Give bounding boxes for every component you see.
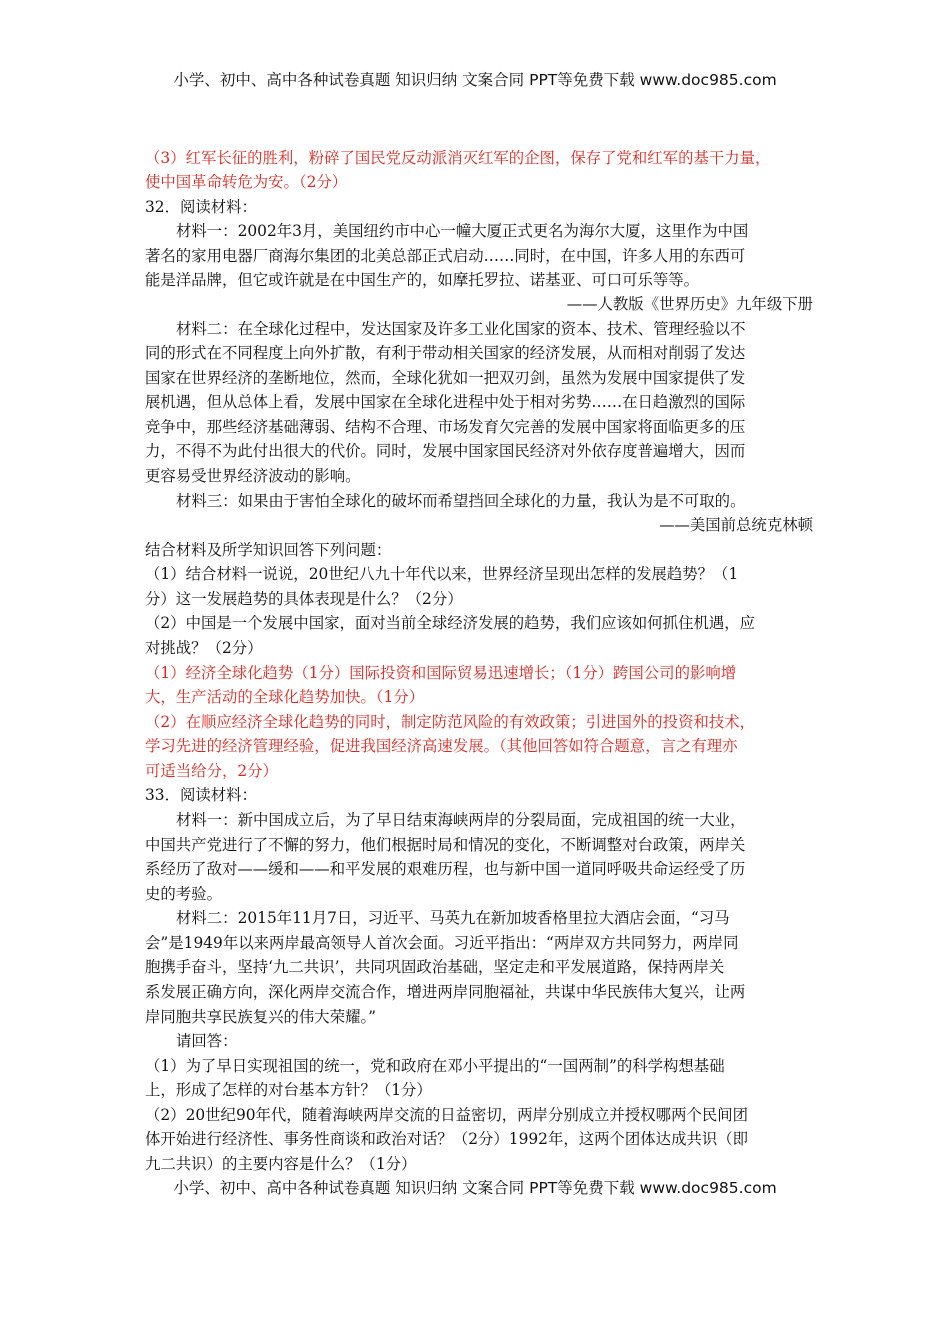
question-heading: 32．阅读材料：: [145, 198, 257, 216]
text-line: 展机遇，但从总体上看，发展中国家在全球化进程中处于相对劣势……在日趋激烈的国际: [145, 393, 746, 411]
text-line: 材料一：2002年3月，美国纽约市中心一幢大厦正式更名为海尔大厦，这里作为中国: [176, 222, 749, 240]
question-line: 九二共识）的主要内容是什么？（1分）: [145, 1155, 417, 1173]
answer-line: （1）经济全球化趋势（1分）国际投资和国际贸易迅速增长；（1分）跨国公司的影响增: [145, 664, 737, 682]
text-line: 著名的家用电器厂商海尔集团的北美总部正式启动……同时，在中国，许多人用的东西可: [145, 247, 746, 265]
text-line: 会”是1949年以来两岸最高领导人首次会面。习近平指出：“两岸双方共同努力，两岸同: [145, 934, 739, 952]
answer-line: （2）在顺应经济全球化趋势的同时，制定防范风险的有效政策；引进国外的投资和技术，: [145, 713, 756, 731]
text-line: 请回答：: [176, 1032, 238, 1050]
question-line: 上，形成了怎样的对台基本方针？（1分）: [145, 1081, 432, 1099]
answer-line: 学习先进的经济管理经验，促进我国经济高速发展。（其他回答如符合题意，言之有理亦: [145, 737, 738, 755]
text-line: 系发展正确方向，深化两岸交流合作，增进两岸同胞福祉，共谋中华民族伟大复兴，让两: [145, 983, 746, 1001]
text-line: 系经历了敌对——缓和——和平发展的艰难历程，也与新中国一道同呼吸共命运经受了历: [145, 860, 746, 878]
page-footer: 小学、初中、高中各种试卷真题 知识归纳 文案合同 PPT等免费下载 www.doc985.com: [173, 1179, 777, 1197]
text-line: 能是洋品牌，但它或许就是在中国生产的，如摩托罗拉、诺基亚、可口可乐等等。: [145, 271, 700, 289]
text-line: 材料二：2015年11月7日，习近平、马英九在新加坡香格里拉大酒店会面，“习马: [176, 909, 730, 927]
text-line: 力，不得不为此付出很大的代价。同时，发展中国家国民经济对外依存度普遍增大，因而: [145, 442, 746, 460]
question-heading: 33．阅读材料：: [145, 786, 257, 804]
text-line: 材料一：新中国成立后，为了早日结束海峡两岸的分裂局面，完成祖国的统一大业，: [176, 811, 746, 829]
text-line: 史的考验。: [145, 885, 222, 903]
source-citation: ——人教版《世界历史》九年级下册: [566, 295, 813, 313]
text-line: 中国共产党进行了不懈的努力，他们根据时局和情况的变化，不断调整对台政策，两岸关: [145, 836, 746, 854]
text-line: 更容易受世界经济波动的影响。: [145, 467, 361, 485]
question-line: （2）中国是一个发展中国家，面对当前全球经济发展的趋势，我们应该如何抓住机遇，应: [145, 614, 756, 632]
text-line: 同的形式在不同程度上向外扩散，有利于带动相关国家的经济发展，从而相对削弱了发达: [145, 344, 746, 362]
question-line: 对挑战？（2分）: [145, 639, 263, 657]
question-line: 体开始进行经济性、事务性商谈和政治对话？（2分）1992年，这两个团体达成共识（即: [145, 1130, 749, 1148]
answer-line: （3）红军长征的胜利，粉碎了国民党反动派消灭红军的企图，保存了党和红军的基干力量，: [145, 149, 771, 167]
text-line: 胞携手奋斗，坚持‘九二共识’，共同巩固政治基础，坚定走和平发展道路，保持两岸关: [145, 958, 725, 976]
question-line: 分）这一发展趋势的具体表现是什么？（2分）: [145, 590, 463, 608]
text-line: 竞争中，那些经济基础薄弱、结构不合理、市场发育欠完善的发展中国家将面临更多的压: [145, 418, 746, 436]
question-line: （2）20世纪90年代，随着海峡两岸交流的日益密切，两岸分别成立并授权哪两个民间团: [145, 1106, 749, 1124]
text-line: 材料二：在全球化过程中，发达国家及许多工业化国家的资本、技术、管理经验以不: [176, 320, 746, 338]
question-line: （1）为了早日实现祖国的统一，党和政府在邓小平提出的“一国两制”的科学构想基础: [145, 1057, 725, 1075]
text-line: 岸同胞共享民族复兴的伟大荣耀。”: [145, 1008, 377, 1026]
question-line: （1）结合材料一说说，20世纪八九十年代以来，世界经济呈现出怎样的发展趋势？（1: [145, 565, 739, 583]
text-line: 结合材料及所学知识回答下列问题：: [145, 541, 392, 559]
page-header: 小学、初中、高中各种试卷真题 知识归纳 文案合同 PPT等免费下载 www.doc985.com: [173, 71, 777, 89]
answer-line: 大，生产活动的全球化趋势加快。（1分）: [145, 688, 425, 706]
answer-line: 可适当给分，2分）: [145, 762, 278, 780]
text-line: 材料三：如果由于害怕全球化的破坏而希望挡回全球化的力量，我认为是不可取的。: [176, 492, 746, 510]
source-citation: ——美国前总统克林顿: [659, 516, 813, 534]
text-line: 国家在世界经济的垄断地位，然而，全球化犹如一把双刃剑，虽然为发展中国家提供了发: [145, 369, 746, 387]
answer-line: 使中国革命转危为安。（2分）: [145, 173, 348, 191]
